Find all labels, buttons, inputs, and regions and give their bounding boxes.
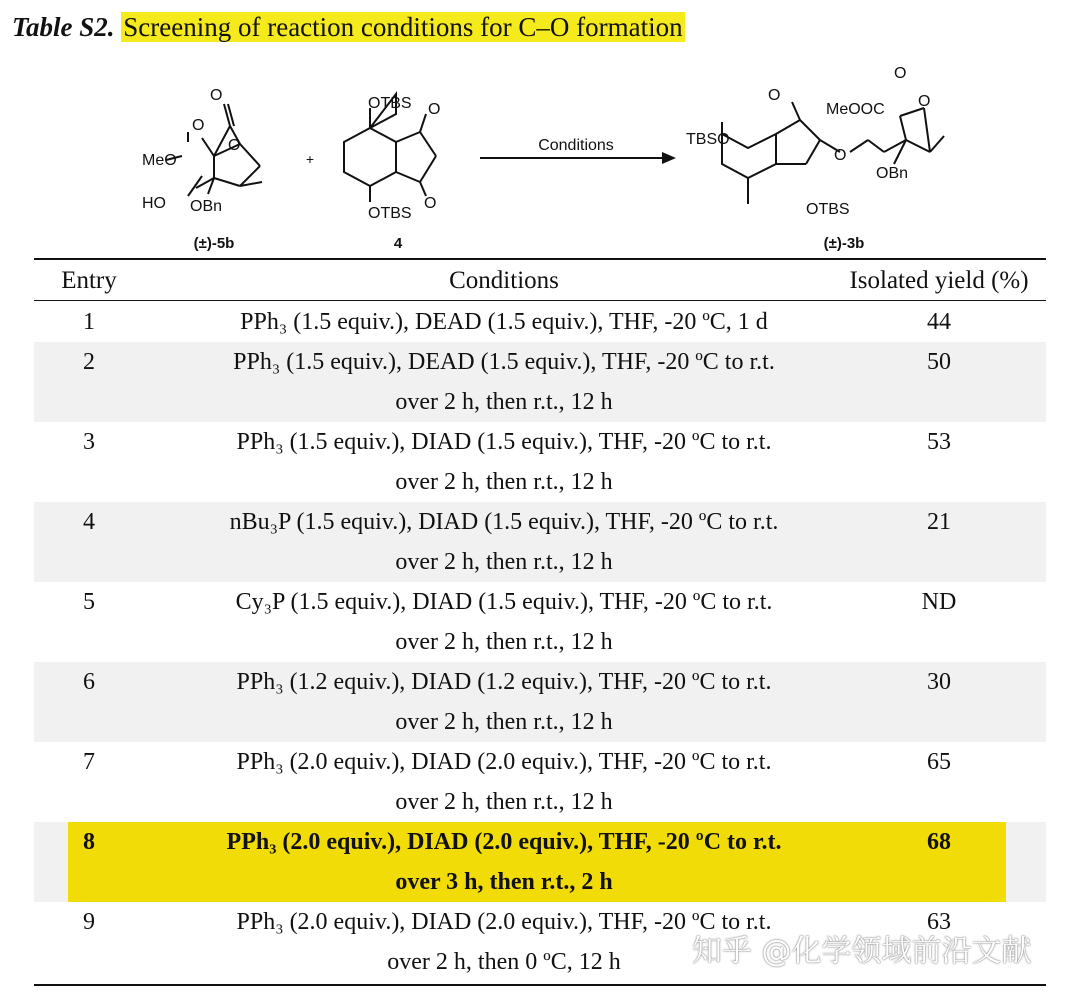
row-conditions: nBu₃P (1.5 equiv.), DIAD (1.5 equiv.), THF, -20 ºC to r.t. xyxy=(229,509,779,535)
row-conditions-cont: over 2 h, then r.t., 12 h xyxy=(395,789,613,815)
row-yield: 21 xyxy=(927,509,951,535)
row-conditions: Cy₃P (1.5 equiv.), DIAD (1.5 equiv.), THF, -20 ºC to r.t. xyxy=(235,589,773,615)
table-caption xyxy=(12,10,685,44)
row-entry: 9 xyxy=(83,909,95,935)
watermark-text: 知乎 @化学领域前沿文献 xyxy=(692,934,1032,969)
table-row xyxy=(34,662,1046,742)
table-row xyxy=(34,742,1046,822)
row-conditions-cont: over 2 h, then r.t., 12 h xyxy=(395,709,613,735)
row-conditions: PPh₃ (2.0 equiv.), DIAD (2.0 equiv.), THF, -20 ºC to r.t. xyxy=(226,829,782,855)
table-row xyxy=(34,342,1046,422)
atom-meooc: MeOOC xyxy=(826,101,885,118)
product-3b-label: (±)-3b xyxy=(823,235,865,252)
atom-tbso: TBSO xyxy=(686,131,730,148)
row-entry: 7 xyxy=(83,749,95,775)
row-conditions-cont: over 2 h, then 0 ºC, 12 h xyxy=(387,949,621,975)
row-yield: 53 xyxy=(927,429,951,455)
row-yield: 44 xyxy=(927,309,951,335)
table-bottom-rule xyxy=(34,984,1046,986)
row-conditions-cont: over 2 h, then r.t., 12 h xyxy=(395,469,613,495)
caption-title: Screening of reaction conditions for C–O formation xyxy=(123,12,683,42)
reactant-4-atoms xyxy=(368,95,440,222)
atom-o: O xyxy=(424,195,437,212)
table-row xyxy=(34,502,1046,582)
row-entry: 1 xyxy=(83,309,95,335)
atom-obn: OBn xyxy=(876,165,909,182)
atom-o: O xyxy=(428,101,441,118)
product-3b-atoms xyxy=(686,65,930,218)
row-entry: 4 xyxy=(83,509,95,535)
atom-ho: HO xyxy=(142,195,166,212)
row-yield: 50 xyxy=(927,349,951,375)
table-row xyxy=(34,422,1046,502)
reactant-5b-structure xyxy=(166,104,262,196)
plus-sign: + xyxy=(305,151,315,167)
row-conditions: PPh₃ (1.5 equiv.), DIAD (1.5 equiv.), THF, -20 ºC to r.t. xyxy=(236,429,772,455)
row-entry: 2 xyxy=(83,349,95,375)
caption-label: Table S2. xyxy=(12,12,115,42)
row-yield: 68 xyxy=(927,829,951,855)
atom-meo: MeO xyxy=(142,152,177,169)
arrow-label: Conditions xyxy=(538,137,614,154)
table-header-rule xyxy=(34,300,1046,301)
atom-otbs: OTBS xyxy=(368,95,412,112)
reactant-4-label: 4 xyxy=(393,235,403,252)
atom-o: O xyxy=(834,147,847,164)
row-conditions: PPh₃ (2.0 equiv.), DIAD (2.0 equiv.), THF, -20 ºC to r.t. xyxy=(236,909,772,935)
row-entry: 3 xyxy=(83,429,95,455)
row-conditions: PPh₃ (1.2 equiv.), DIAD (1.2 equiv.), THF, -20 ºC to r.t. xyxy=(236,669,772,695)
atom-otbs: OTBS xyxy=(368,205,412,222)
row-conditions: PPh₃ (1.5 equiv.), DEAD (1.5 equiv.), THF, -20 ºC, 1 d xyxy=(240,309,768,335)
header-entry: Entry xyxy=(61,267,117,294)
row-conditions: PPh₃ (2.0 equiv.), DIAD (2.0 equiv.), THF, -20 ºC to r.t. xyxy=(236,749,772,775)
row-conditions-cont: over 3 h, then r.t., 2 h xyxy=(395,869,613,895)
table-row-highlighted xyxy=(34,822,1046,902)
row-yield: ND xyxy=(921,589,957,615)
row-conditions-cont: over 2 h, then r.t., 12 h xyxy=(395,389,613,415)
header-yield: Isolated yield (%) xyxy=(849,267,1029,294)
atom-o: O xyxy=(228,137,241,154)
atom-o: O xyxy=(192,117,205,134)
reaction-scheme xyxy=(0,56,1080,260)
row-conditions-cont: over 2 h, then r.t., 12 h xyxy=(395,549,613,575)
row-entry: 8 xyxy=(83,829,95,855)
table-top-rule xyxy=(34,258,1046,260)
table-row xyxy=(34,582,1046,662)
header-conditions: Conditions xyxy=(449,267,559,294)
atom-obn: OBn xyxy=(190,198,223,215)
row-conditions-cont: over 2 h, then r.t., 12 h xyxy=(395,629,613,655)
atom-o: O xyxy=(918,93,931,110)
table-header-row xyxy=(34,266,1046,296)
table-row xyxy=(34,302,1046,342)
row-yield: 65 xyxy=(927,749,951,775)
atom-o: O xyxy=(768,87,781,104)
atom-o: O xyxy=(210,87,223,104)
atom-otbs: OTBS xyxy=(806,201,850,218)
atom-o: O xyxy=(894,65,907,82)
row-entry: 5 xyxy=(83,589,95,615)
row-entry: 6 xyxy=(83,669,95,695)
row-conditions: PPh₃ (1.5 equiv.), DEAD (1.5 equiv.), THF, -20 ºC to r.t. xyxy=(233,349,775,375)
row-yield: 30 xyxy=(927,669,951,695)
reactant-5b-label: (±)-5b xyxy=(193,235,235,252)
row-yield: 63 xyxy=(927,909,951,935)
